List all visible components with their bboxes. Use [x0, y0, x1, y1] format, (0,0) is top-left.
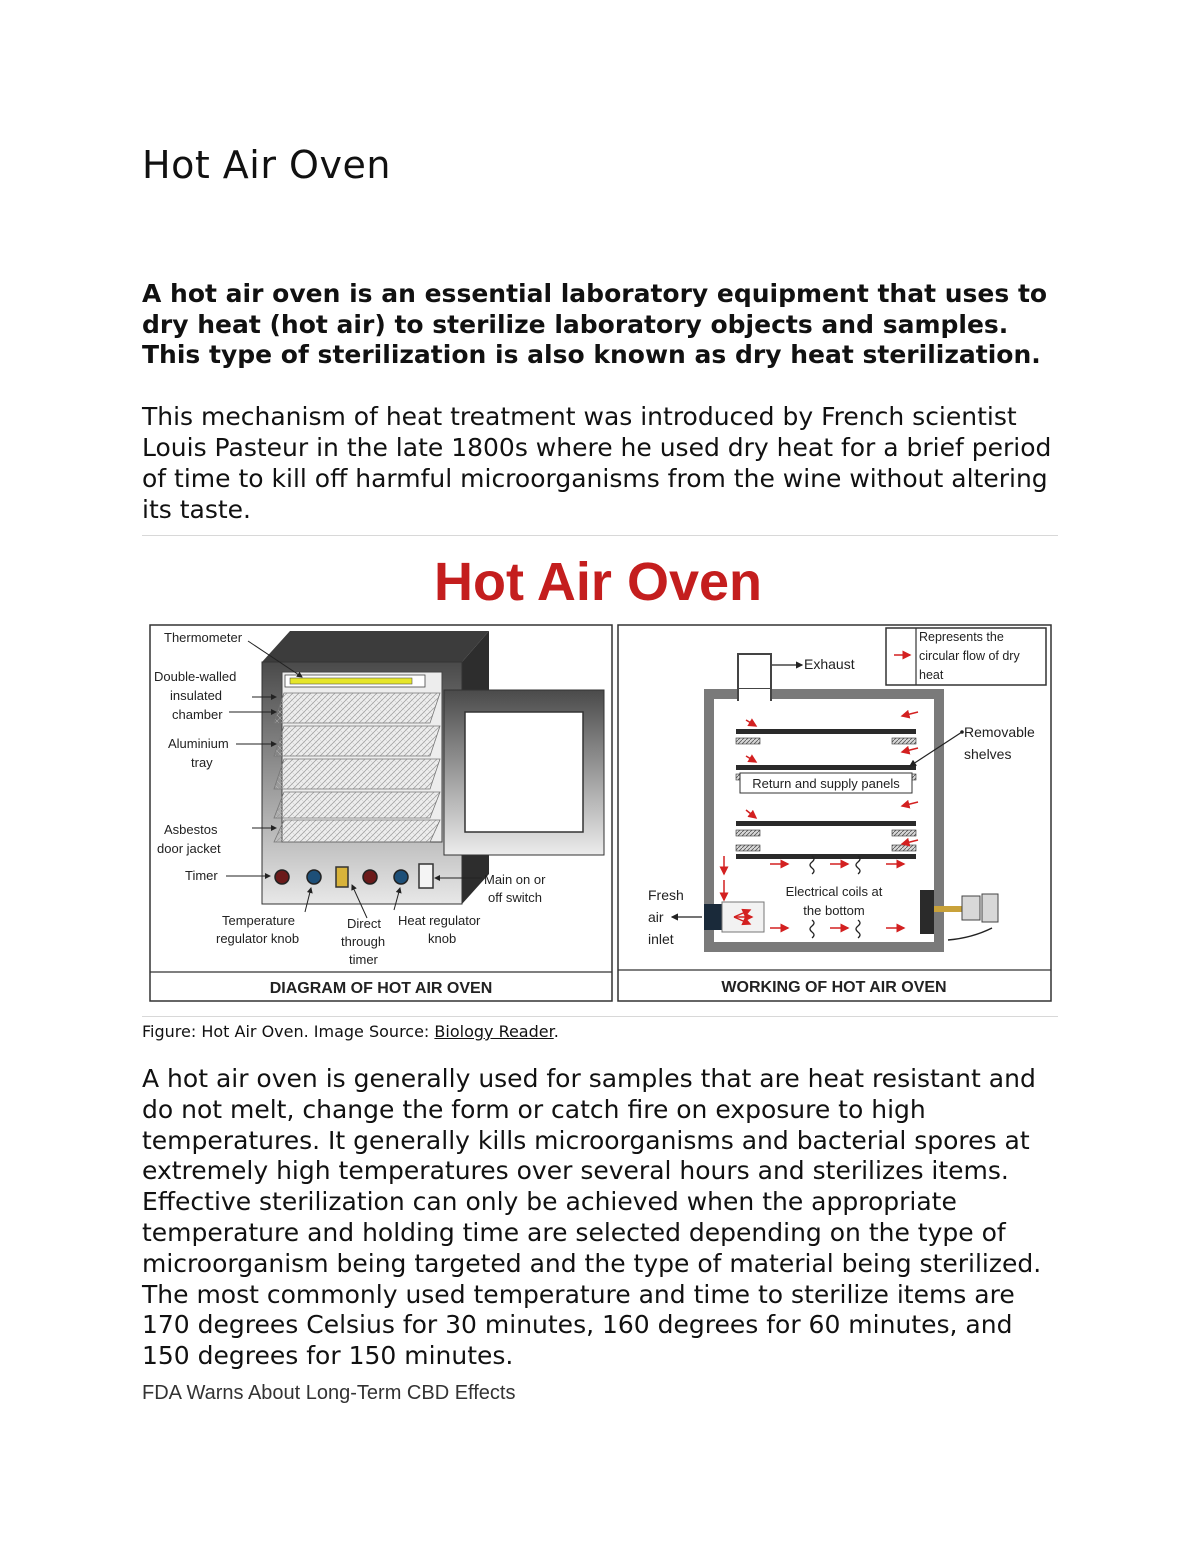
label-double-walled-1: Double-walled	[154, 669, 237, 684]
label-thermometer: Thermometer	[164, 630, 243, 645]
label-timer: Timer	[185, 868, 218, 883]
label-heat-knob-1: Heat regulator	[398, 913, 481, 928]
body-paragraph: A hot air oven is generally used for samples that are heat resistant and do not melt, change the form or catch fire on exposure to high temperatures. It generally kills microorganisms and bacterial spores at extremely high temperatures over several hours and sterilizes items. Effective sterilization can only be achieved when the appropriate temperature and holding time are selected depending on the type of microorganism being targeted and the type of material being sterilized. The most commonly used temperature and time to sterilize items are 170 degrees Celsius for 30 minutes, 160 degrees for 60 minutes, and 150 degrees for 150 minutes.	[142, 1064, 1042, 1371]
label-return-supply-panels: Return and supply panels	[752, 776, 900, 791]
label-double-walled-2: insulated	[170, 688, 223, 703]
figure-bottom-divider	[142, 1016, 1058, 1017]
label-temp-knob-1: Temperature	[222, 913, 295, 928]
legend-text-2: circular flow of dry	[919, 649, 1020, 663]
intro-paragraph: This mechanism of heat treatment was introduced by French scientist Louis Pasteur in the late 1800s where he used dry heat for a brief period of time to kill off harmful microorganisms from the wine without altering its taste.	[142, 402, 1052, 524]
legend-text-3: heat	[919, 668, 944, 682]
label-asbestos-2: door jacket	[157, 841, 221, 856]
label-removable-1: Removable	[964, 724, 1035, 740]
label-main-switch-2: off switch	[488, 890, 542, 905]
label-exhaust: Exhaust	[804, 656, 855, 672]
label-direct-2: through	[341, 934, 386, 949]
oven-door	[444, 690, 604, 855]
label-heat-knob-2: knob	[428, 931, 457, 946]
caption-source-link[interactable]: Biology Reader	[434, 1022, 554, 1041]
working-footer: WORKING OF HOT AIR OVEN	[721, 979, 947, 996]
intro-bold-paragraph: A hot air oven is an essential laboratory equipment that uses to dry heat (hot air) to sterilize laboratory objects and samples. This type of sterilization is also known as dry heat sterilization.	[142, 279, 1048, 369]
label-temp-knob-2: regulator knob	[216, 931, 300, 946]
page-title: Hot Air Oven	[142, 143, 391, 187]
label-fresh-3: inlet	[648, 931, 674, 947]
caption-prefix: Figure: Hot Air Oven. Image Source:	[142, 1022, 435, 1041]
diagram-footer: DIAGRAM OF HOT AIR OVEN	[269, 980, 493, 997]
working-panel	[618, 625, 1051, 1001]
label-removable-2: shelves	[964, 746, 1012, 762]
legend-text-1: Represents the	[919, 630, 1004, 644]
label-asbestos-1: Asbestos	[164, 822, 218, 837]
label-aluminium-2: tray	[191, 755, 213, 770]
diagram-panel	[150, 625, 612, 1001]
label-main-switch-1: Main on or	[484, 872, 546, 887]
caption-suffix: .	[553, 1022, 559, 1041]
figure-top-divider	[142, 535, 1058, 536]
label-coils-1: Electrical coils at	[785, 884, 883, 899]
hot-air-oven-figure	[142, 544, 1058, 1010]
label-fresh-2: air	[648, 909, 664, 925]
figure-heading: Hot Air Oven	[433, 552, 763, 612]
label-aluminium-1: Aluminium	[168, 736, 229, 751]
label-direct-1: Direct	[347, 916, 381, 931]
related-article-link[interactable]: FDA Warns About Long-Term CBD Effects	[142, 1382, 516, 1404]
label-fresh-1: Fresh	[648, 887, 684, 903]
label-double-walled-3: chamber	[172, 707, 223, 722]
figure-caption	[142, 1021, 559, 1043]
label-coils-2: the bottom	[803, 903, 865, 918]
label-direct-3: timer	[349, 952, 378, 967]
